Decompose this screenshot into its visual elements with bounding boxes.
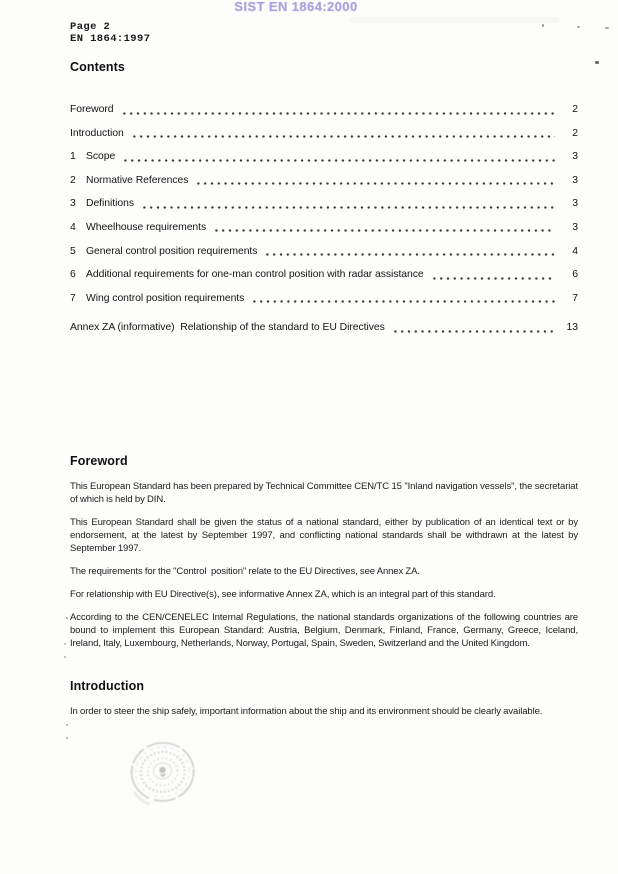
page-content xyxy=(70,0,578,718)
paragraph: According to the CEN/CENELEC Internal Regulations, the national standards organizations of the following countries are bound to implement this European Standard: Austria, Belgium, Denmark, Finland, France, Germany, Greece, Iceland, Ireland, Italy, Luxembourg, Netherlands, Norway, Portugal, Spain, Sweden, Switzerland and the United Kingdom. xyxy=(70,612,578,650)
scan-speck xyxy=(66,737,68,739)
toc-page-number: 13 xyxy=(566,322,578,334)
toc-dot-leader xyxy=(264,253,555,256)
toc-entry xyxy=(70,104,578,116)
toc-dot-leader xyxy=(141,206,555,209)
toc-page-number: 3 xyxy=(572,221,578,233)
toc-page-number: 3 xyxy=(572,174,578,186)
toc-entry xyxy=(70,198,578,210)
toc-entry-label: Wheelhouse requirements xyxy=(86,221,207,233)
toc-entry-label: Annex ZA (informative) Relationship of the standard to EU Directives xyxy=(70,322,385,334)
toc-entry-number: 7 xyxy=(70,292,76,304)
toc-dot-leader xyxy=(131,135,555,138)
toc-entry xyxy=(70,269,578,281)
scan-speck xyxy=(66,617,68,619)
toc-dot-leader xyxy=(392,330,555,333)
toc-entry xyxy=(70,246,578,258)
foreword-section xyxy=(70,480,578,650)
scan-speck xyxy=(605,27,609,29)
toc-dot-leader xyxy=(431,277,555,280)
toc-entry xyxy=(70,293,578,305)
toc-page-number: 3 xyxy=(572,151,578,163)
paragraph: The requirements for the "Control position" relate to the EU Directives, see Annex ZA. xyxy=(70,566,420,578)
introduction-section xyxy=(70,705,578,718)
toc-dot-leader xyxy=(121,112,556,115)
toc-dot-leader xyxy=(195,182,555,185)
toc-entry-label: Definitions xyxy=(86,198,134,210)
scan-speck xyxy=(66,724,68,726)
paragraph: For relationship with EU Directive(s), see informative Annex ZA, which is an integral part of this standard. xyxy=(70,589,496,601)
scan-speck xyxy=(64,656,66,658)
toc-entry-label: Wing control position requirements xyxy=(86,292,245,304)
scan-speck xyxy=(64,643,66,645)
toc-entry-label: Scope xyxy=(86,151,116,163)
toc-entry-number: 6 xyxy=(70,269,76,281)
watermark-sist-reference: SIST EN 1864:2000 xyxy=(234,0,358,14)
toc-page-number: 7 xyxy=(572,292,578,304)
toc-dot-leader xyxy=(122,159,555,162)
page-number-label: Page 2 xyxy=(70,21,111,33)
paragraph: This European Standard has been prepared by Technical Committee CEN/TC 15 "Inland navigation vessels", the secretariat of which is held by DIN. xyxy=(70,481,578,506)
toc-page-number: 2 xyxy=(572,104,578,115)
standard-reference-label: EN 1864:1997 xyxy=(70,33,151,45)
contents-heading: Contents xyxy=(70,60,125,74)
toc-page-number: 3 xyxy=(572,198,578,210)
toc-entry-label: Additional requirements for one-man control position with radar assistance xyxy=(86,269,424,281)
toc-page-number: 4 xyxy=(572,245,578,257)
toc-entry-label: Introduction xyxy=(70,127,124,139)
toc-page-number: 2 xyxy=(572,127,578,139)
toc-page-number: 6 xyxy=(572,269,578,281)
toc-entry-label: General control position requirements xyxy=(86,245,258,257)
toc-entry-number: 5 xyxy=(70,245,76,257)
table-of-contents xyxy=(70,104,578,334)
scan-speck xyxy=(595,61,599,64)
toc-entry xyxy=(70,151,578,163)
toc-entry-number: 4 xyxy=(70,221,76,233)
toc-dot-leader xyxy=(213,229,555,232)
introduction-heading: Introduction xyxy=(70,679,145,694)
page-header xyxy=(70,21,578,45)
toc-entry xyxy=(70,175,578,187)
paragraph: In order to steer the ship safely, important information about the ship and its environment should be clearly available. xyxy=(70,706,543,718)
toc-entry xyxy=(70,322,578,334)
toc-entry-number: 2 xyxy=(70,174,76,186)
toc-entry xyxy=(70,128,578,140)
ink-stamp-seal xyxy=(118,732,206,818)
foreword-heading: Foreword xyxy=(70,454,128,469)
toc-entry-number: 1 xyxy=(70,151,76,163)
toc-entry xyxy=(70,222,578,234)
toc-entry-number: 3 xyxy=(70,198,76,210)
toc-entry-label: Foreword xyxy=(70,104,114,115)
paragraph: This European Standard shall be given the status of a national standard, either by publication of an identical text or by endorsement, at the latest by September 1997, and conflicting national standards shall be withdrawn at the latest by September 1997. xyxy=(70,517,578,555)
toc-dot-leader xyxy=(251,300,555,303)
toc-entry-label: Normative References xyxy=(86,174,189,186)
